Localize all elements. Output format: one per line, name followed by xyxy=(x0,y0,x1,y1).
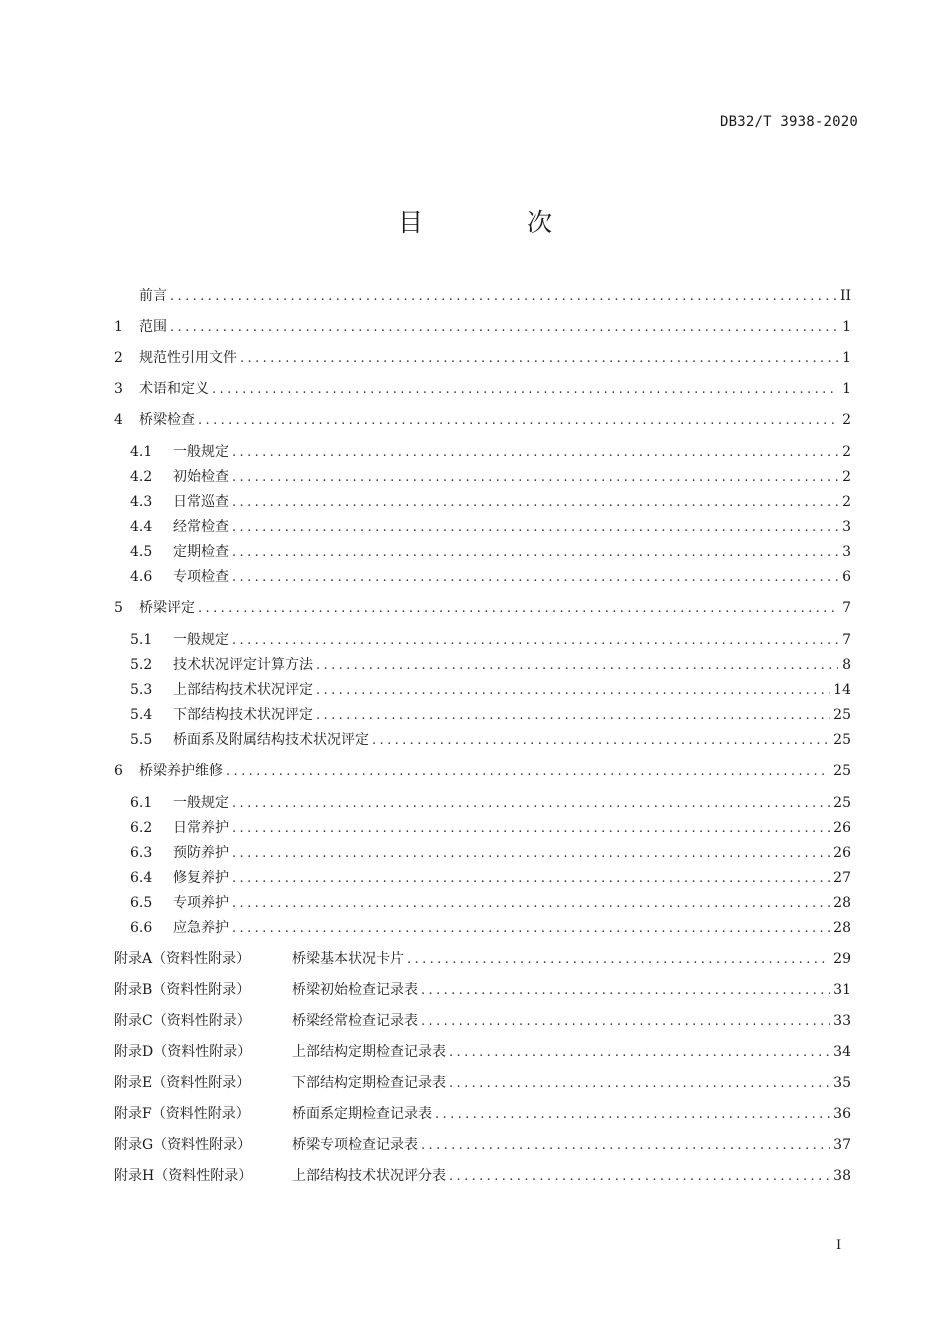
toc-entry-number: 4.4 xyxy=(130,519,153,535)
toc-leader-dots xyxy=(232,566,838,590)
toc-leader-dots xyxy=(449,1072,830,1096)
toc-entry[interactable] xyxy=(114,703,851,727)
toc-entry-page: 1 xyxy=(842,381,851,397)
toc-entry-page: 7 xyxy=(842,632,851,648)
toc-entry-title: 桥梁经常检查记录表 xyxy=(292,1013,418,1029)
toc-entry-page: 26 xyxy=(833,845,851,861)
toc-leader-dots xyxy=(435,1103,830,1127)
toc-leader-dots xyxy=(212,378,838,402)
toc-entry-page: 2 xyxy=(842,444,851,460)
toc-entry-page: 2 xyxy=(842,469,851,485)
toc-leader-dots xyxy=(421,1010,830,1034)
toc-entry-page: 25 xyxy=(833,795,851,811)
toc-entry-number: 5.5 xyxy=(130,732,153,748)
toc-entry[interactable] xyxy=(114,1102,851,1126)
toc-entry-number: 4 xyxy=(114,412,123,428)
toc-entry-page: 28 xyxy=(833,895,851,911)
toc-leader-dots xyxy=(232,842,830,866)
toc-leader-dots xyxy=(407,948,830,972)
toc-entry-title: 一般规定 xyxy=(173,444,229,460)
toc-entry-page: 6 xyxy=(842,569,851,585)
toc-entry[interactable] xyxy=(114,628,851,652)
toc-entry-page: 34 xyxy=(833,1044,851,1060)
toc-entry-title: 日常养护 xyxy=(173,820,229,836)
toc-entry-title: 初始检查 xyxy=(173,469,229,485)
toc-entry-number: 5 xyxy=(114,600,123,616)
toc-entry[interactable] xyxy=(114,653,851,677)
toc-entry-number: 4.2 xyxy=(130,469,153,485)
toc-entry-number: 6 xyxy=(114,763,123,779)
toc-leader-dots xyxy=(198,597,838,621)
toc-entry-title: 一般规定 xyxy=(173,795,229,811)
toc-leader-dots xyxy=(226,760,830,784)
toc-entry-title: 上部结构技术状况评定 xyxy=(173,682,313,698)
toc-entry[interactable] xyxy=(114,728,851,752)
toc-entry-page: 33 xyxy=(833,1013,851,1029)
toc-entry[interactable] xyxy=(114,891,851,915)
page-title: 目 次 xyxy=(398,208,600,237)
toc-leader-dots xyxy=(316,704,830,728)
toc-entry-page: 36 xyxy=(833,1106,851,1122)
toc-entry-number: 6.1 xyxy=(130,795,153,811)
toc-entry-title: 桥面系及附属结构技术状况评定 xyxy=(173,732,369,748)
toc-leader-dots xyxy=(170,316,838,340)
toc-entry-title: 预防养护 xyxy=(173,845,229,861)
toc-leader-dots xyxy=(232,867,830,891)
toc-entry-title: 桥梁初始检查记录表 xyxy=(292,982,418,998)
toc-entry-number: 5.2 xyxy=(130,657,153,673)
toc-leader-dots xyxy=(232,441,838,465)
toc-entry-number: 4.1 xyxy=(130,444,153,460)
table-of-contents xyxy=(114,284,851,1188)
toc-leader-dots xyxy=(170,285,837,309)
toc-entry-title: 一般规定 xyxy=(173,632,229,648)
toc-entry-number: 6.3 xyxy=(130,845,153,861)
toc-entry-page: 7 xyxy=(842,600,851,616)
toc-entry-number: 5.4 xyxy=(130,707,153,723)
toc-entry[interactable] xyxy=(114,315,851,339)
toc-entry-page: 2 xyxy=(842,412,851,428)
toc-entry[interactable] xyxy=(114,841,851,865)
toc-leader-dots xyxy=(316,654,838,678)
toc-leader-dots xyxy=(232,792,830,816)
toc-entry-number: 4.6 xyxy=(130,569,153,585)
toc-entry-title: 应急养护 xyxy=(173,920,229,936)
toc-entry-page: 1 xyxy=(842,350,851,366)
toc-entry-number: 6.6 xyxy=(130,920,153,936)
toc-entry-page: 31 xyxy=(833,982,851,998)
toc-entry-page: 25 xyxy=(833,732,851,748)
toc-leader-dots xyxy=(240,347,838,371)
toc-entry[interactable] xyxy=(114,1164,851,1188)
toc-entry[interactable] xyxy=(114,490,851,514)
toc-entry-number: 3 xyxy=(114,381,123,397)
toc-entry[interactable] xyxy=(114,540,851,564)
toc-entry-page: 38 xyxy=(833,1168,851,1184)
toc-leader-dots xyxy=(232,516,838,540)
toc-entry-title: 桥梁养护维修 xyxy=(139,763,223,779)
toc-entry-page: 25 xyxy=(833,763,851,779)
toc-entry-title: 桥梁专项检查记录表 xyxy=(292,1137,418,1153)
toc-entry-title: 范围 xyxy=(139,319,167,335)
toc-entry-page: 35 xyxy=(833,1075,851,1091)
toc-entry[interactable] xyxy=(114,346,851,370)
toc-entry[interactable] xyxy=(114,1009,851,1033)
toc-entry-title: 定期检查 xyxy=(173,544,229,560)
toc-entry[interactable] xyxy=(114,816,851,840)
toc-entry-number: 附录B（资料性附录） xyxy=(114,982,251,998)
toc-leader-dots xyxy=(232,629,838,653)
toc-leader-dots xyxy=(232,491,838,515)
toc-entry[interactable] xyxy=(114,1133,851,1157)
toc-entry-page: 8 xyxy=(842,657,851,673)
toc-entry-title: 修复养护 xyxy=(173,870,229,886)
toc-entry-title: 规范性引用文件 xyxy=(139,350,237,366)
toc-entry-title: 专项检查 xyxy=(173,569,229,585)
toc-leader-dots xyxy=(198,409,838,433)
toc-entry[interactable] xyxy=(114,440,851,464)
toc-leader-dots xyxy=(232,541,838,565)
toc-entry-number: 6.4 xyxy=(130,870,153,886)
toc-leader-dots xyxy=(232,466,838,490)
toc-entry-number: 附录E（资料性附录） xyxy=(114,1075,251,1091)
toc-leader-dots xyxy=(316,679,830,703)
toc-leader-dots xyxy=(232,892,830,916)
toc-entry-title: 专项养护 xyxy=(173,895,229,911)
toc-entry[interactable] xyxy=(114,916,851,940)
toc-entry-number: 附录H（资料性附录） xyxy=(114,1168,253,1184)
toc-entry-title: 下部结构定期检查记录表 xyxy=(292,1075,446,1091)
toc-entry-number: 5.3 xyxy=(130,682,153,698)
toc-entry-title: 上部结构技术状况评分表 xyxy=(292,1168,446,1184)
toc-entry-page: 28 xyxy=(833,920,851,936)
toc-entry-number: 附录A（资料性附录） xyxy=(114,951,251,967)
toc-leader-dots xyxy=(449,1041,830,1065)
toc-entry-number: 5.1 xyxy=(130,632,153,648)
toc-entry-page: 27 xyxy=(833,870,851,886)
toc-leader-dots xyxy=(449,1165,830,1189)
toc-leader-dots xyxy=(421,1134,830,1158)
toc-entry-title: 桥梁基本状况卡片 xyxy=(292,951,404,967)
toc-entry-number: 附录F（资料性附录） xyxy=(114,1106,250,1122)
toc-leader-dots xyxy=(421,979,830,1003)
toc-entry-number: 2 xyxy=(114,350,123,366)
toc-entry-title: 上部结构定期检查记录表 xyxy=(292,1044,446,1060)
toc-entry-title: 桥梁评定 xyxy=(139,600,195,616)
toc-entry-title: 下部结构技术状况评定 xyxy=(173,707,313,723)
toc-entry-title: 桥面系定期检查记录表 xyxy=(292,1106,432,1122)
toc-entry-number: 附录D（资料性附录） xyxy=(114,1044,252,1060)
toc-entry-number: 附录G（资料性附录） xyxy=(114,1137,252,1153)
toc-entry-number: 6.2 xyxy=(130,820,153,836)
toc-entry-title: 经常检查 xyxy=(173,519,229,535)
toc-entry-number: 6.5 xyxy=(130,895,153,911)
document-code: DB32/T 3938-2020 xyxy=(719,114,858,130)
toc-entry-page: 1 xyxy=(842,319,851,335)
toc-entry-title: 日常巡查 xyxy=(173,494,229,510)
toc-entry-title: 技术状况评定计算方法 xyxy=(173,657,313,673)
toc-entry[interactable] xyxy=(114,408,851,432)
toc-entry[interactable] xyxy=(114,565,851,589)
page-number: I xyxy=(836,1238,842,1253)
toc-entry-page: 37 xyxy=(833,1137,851,1153)
toc-entry-page: 25 xyxy=(833,707,851,723)
toc-entry-page: 3 xyxy=(842,519,851,535)
toc-entry-page: 14 xyxy=(833,682,851,698)
toc-entry-number: 附录C（资料性附录） xyxy=(114,1013,251,1029)
toc-entry[interactable] xyxy=(114,866,851,890)
toc-entry[interactable] xyxy=(114,947,851,971)
toc-entry-page: 29 xyxy=(833,951,851,967)
toc-entry-page: 2 xyxy=(842,494,851,510)
toc-entry[interactable] xyxy=(114,596,851,620)
toc-entry[interactable] xyxy=(114,515,851,539)
toc-entry[interactable] xyxy=(114,678,851,702)
toc-entry-page: 26 xyxy=(833,820,851,836)
toc-entry-number: 1 xyxy=(114,319,123,335)
toc-entry[interactable] xyxy=(114,284,851,308)
toc-entry[interactable] xyxy=(114,978,851,1002)
toc-entry-title: 前言 xyxy=(139,288,167,304)
toc-entry[interactable] xyxy=(114,759,851,783)
toc-entry-number: 4.3 xyxy=(130,494,153,510)
toc-entry[interactable] xyxy=(114,1071,851,1095)
toc-entry-page: 3 xyxy=(842,544,851,560)
toc-entry-page: II xyxy=(839,288,851,304)
toc-entry[interactable] xyxy=(114,377,851,401)
toc-leader-dots xyxy=(232,817,830,841)
toc-entry[interactable] xyxy=(114,1040,851,1064)
toc-entry-number: 4.5 xyxy=(130,544,153,560)
toc-entry-title: 术语和定义 xyxy=(139,381,209,397)
toc-entry[interactable] xyxy=(114,465,851,489)
toc-leader-dots xyxy=(232,917,830,941)
toc-leader-dots xyxy=(372,729,830,753)
toc-entry-title: 桥梁检查 xyxy=(139,412,195,428)
toc-entry[interactable] xyxy=(114,791,851,815)
